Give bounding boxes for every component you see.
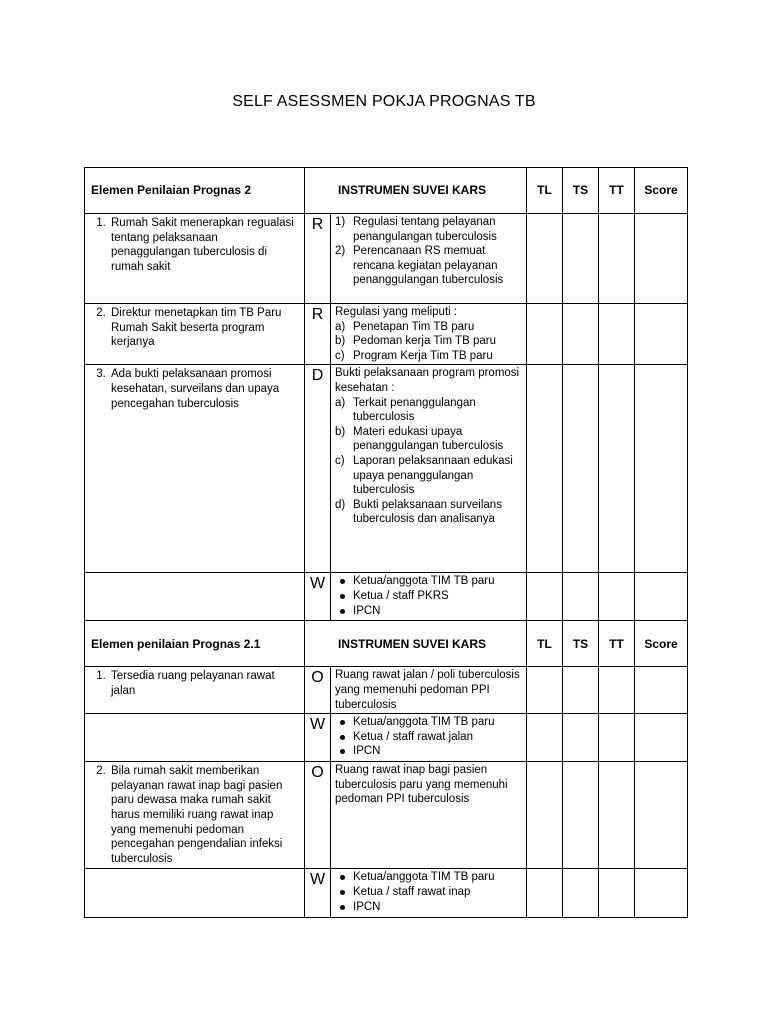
ts-cell[interactable]: [563, 869, 599, 918]
element-text: 1. Tersedia ruang pelayanan rawat jalan: [109, 669, 300, 698]
assessment-table: [84, 167, 688, 918]
table-row: [85, 214, 688, 304]
bullet-item: Ketua/anggota TIM TB paru: [353, 574, 522, 589]
bullet-item: Ketua / staff rawat inap: [353, 885, 522, 900]
score-cell[interactable]: [635, 365, 688, 573]
code-label: O: [305, 762, 331, 869]
table-row: [85, 667, 688, 714]
tl-cell[interactable]: [527, 667, 563, 714]
table-header-row: [85, 168, 688, 214]
bullet-item: Ketua/anggota TIM TB paru: [353, 715, 522, 730]
score-cell[interactable]: [635, 667, 688, 714]
tt-cell[interactable]: [599, 573, 635, 621]
code-label: W: [305, 573, 331, 621]
score-cell[interactable]: [635, 214, 688, 304]
ts-cell[interactable]: [563, 573, 599, 621]
header-instrumen: INSTRUMEN SUVEI KARS: [305, 621, 527, 667]
tt-cell[interactable]: [599, 214, 635, 304]
tt-cell[interactable]: [599, 304, 635, 365]
code-label: W: [305, 714, 331, 762]
header-score: Score: [635, 168, 688, 214]
tl-cell[interactable]: [527, 573, 563, 621]
tt-cell[interactable]: [599, 762, 635, 869]
score-cell[interactable]: [635, 573, 688, 621]
bullet-item: Ketua / staff PKRS: [353, 589, 522, 604]
code-label: D: [305, 365, 331, 573]
table-header-row: [85, 621, 688, 667]
list-item: 2) Perencanaan RS memuat rencana kegiatan pelayanan penanggulangan tuberculosis: [335, 245, 504, 287]
score-cell[interactable]: [635, 869, 688, 918]
element-text: 1. Rumah Sakit menerapkan regualasi tentang pelaksanaan penaggulangan tuberculosis di rumah sakit: [109, 216, 300, 274]
list-item: a) Terkait penanggulangan tuberculosis: [335, 396, 476, 424]
score-cell[interactable]: [635, 304, 688, 365]
header-tl: TL: [527, 168, 563, 214]
bullet-item: IPCN: [353, 744, 522, 759]
tt-cell[interactable]: [599, 869, 635, 918]
table-row: [85, 304, 688, 365]
bullet-item: Ketua / staff rawat jalan: [353, 730, 522, 745]
code-label: R: [305, 304, 331, 365]
ts-cell[interactable]: [563, 365, 599, 573]
instrument-intro: Bukti pelaksanaan program promosi kesehatan :: [335, 367, 520, 394]
ts-cell[interactable]: [563, 667, 599, 714]
element-text: 2. Bila rumah sakit memberikan pelayanan rawat inap bagi pasien paru dewasa maka rumah sakit harus memiliki ruang rawat inap yang memenuhi pedoman pencegahan pengendalian infeksi tuberculosis: [109, 764, 300, 866]
table-row: [85, 714, 688, 762]
code-label: R: [305, 214, 331, 304]
element-text: 2. Direktur menetapkan tim TB Paru Rumah Sakit beserta program kerjanya: [109, 306, 300, 350]
element-text: 3. Ada bukti pelaksanaan promosi kesehatan, surveilans dan upaya pencegahan tuberculosis: [109, 367, 300, 411]
list-item: c) Program Kerja Tim TB paru: [335, 349, 493, 362]
bullet-item: IPCN: [353, 604, 522, 619]
table-row: [85, 762, 688, 869]
ts-cell[interactable]: [563, 762, 599, 869]
score-cell[interactable]: [635, 762, 688, 869]
bullet-item: IPCN: [353, 900, 522, 915]
score-cell[interactable]: [635, 714, 688, 762]
header-tt: TT: [599, 168, 635, 214]
header-score: Score: [635, 621, 688, 667]
ts-cell[interactable]: [563, 714, 599, 762]
bullet-item: Ketua/anggota TIM TB paru: [353, 870, 522, 885]
instrument-intro: Regulasi yang meliputi :: [335, 306, 458, 318]
header-ts: TS: [563, 168, 599, 214]
code-label: W: [305, 869, 331, 918]
table-row: [85, 869, 688, 918]
tt-cell[interactable]: [599, 667, 635, 714]
tl-cell[interactable]: [527, 304, 563, 365]
tl-cell[interactable]: [527, 214, 563, 304]
header-elemen: Elemen Penilaian Prognas 2: [85, 168, 305, 214]
list-item: c) Laporan pelaksannaan edukasi upaya penanggulangan tuberculosis: [335, 454, 513, 497]
header-instrumen: INSTRUMEN SUVEI KARS: [305, 168, 527, 214]
tl-cell[interactable]: [527, 365, 563, 573]
header-ts: TS: [563, 621, 599, 667]
list-item: a) Penetapan Tim TB paru: [335, 320, 475, 333]
header-tt: TT: [599, 621, 635, 667]
header-tl: TL: [527, 621, 563, 667]
table-row: [85, 573, 688, 621]
tl-cell[interactable]: [527, 714, 563, 762]
list-item: b) Materi edukasi upaya penanggulangan tuberculosis: [335, 425, 504, 453]
table-row: [85, 365, 688, 573]
list-item: 1) Regulasi tentang pelayanan penangulangan tuberculosis: [335, 216, 497, 243]
list-item: d) Bukti pelaksanaan surveilans tuberculosis dan analisanya: [335, 498, 502, 526]
tl-cell[interactable]: [527, 869, 563, 918]
ts-cell[interactable]: [563, 214, 599, 304]
page-title: SELF ASESSMEN POKJA PROGNAS TB: [232, 93, 536, 110]
instrument-text: Ruang rawat inap bagi pasien tuberculosis paru yang memenuhi pedoman PPI tuberculosis: [331, 762, 527, 869]
instrument-text: Ruang rawat jalan / poli tuberculosis yang memenuhi pedoman PPI tuberculosis: [331, 667, 527, 714]
list-item: b) Pedoman kerja Tim TB paru: [335, 335, 496, 348]
tt-cell[interactable]: [599, 714, 635, 762]
header-elemen: Elemen penilaian Prognas 2.1: [85, 621, 305, 667]
code-label: O: [305, 667, 331, 714]
ts-cell[interactable]: [563, 304, 599, 365]
tl-cell[interactable]: [527, 762, 563, 869]
tt-cell[interactable]: [599, 365, 635, 573]
